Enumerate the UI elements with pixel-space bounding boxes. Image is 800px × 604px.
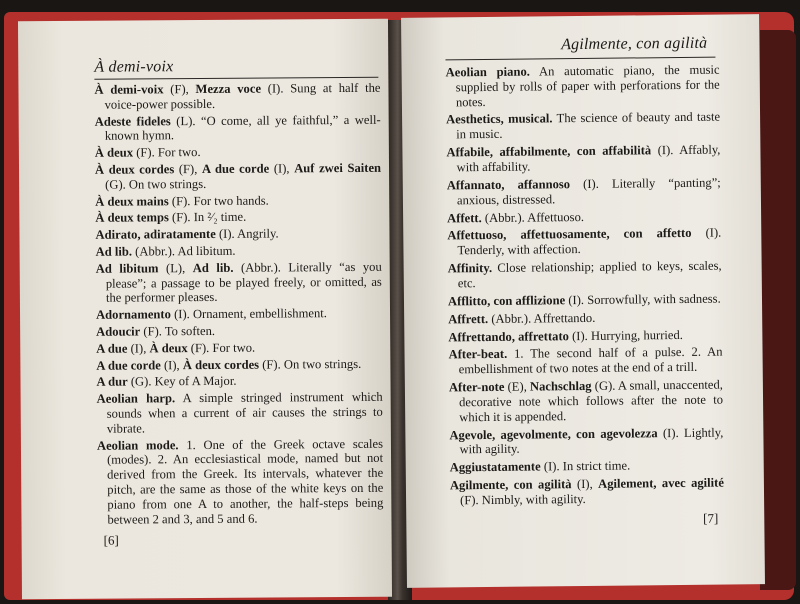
dictionary-entry xyxy=(95,226,381,243)
dictionary-entry xyxy=(97,390,383,436)
dictionary-entry xyxy=(449,425,723,457)
entry-headword: Aesthetics, musical. xyxy=(446,111,553,127)
entry-headword: A dur xyxy=(96,374,128,390)
left-entries xyxy=(94,81,383,529)
right-running-head: Agilmente, con agilità xyxy=(561,34,708,54)
dictionary-entry xyxy=(447,208,721,226)
entry-definition: 1. The second half of a pulse. 2. An embellishment of two notes at the end of a trill. xyxy=(458,345,723,377)
entry-definition: (I). Affably, with affability. xyxy=(456,142,721,175)
entry-headword: A due corde xyxy=(96,357,161,373)
entry-definition: (F). In ²⁄₂ time. xyxy=(168,210,247,225)
entry-definition: (I). Ornament, embellishment. xyxy=(170,306,327,322)
book-cover-edge xyxy=(760,30,796,590)
dictionary-entry xyxy=(448,291,722,309)
entry-definition: (L). “O come, all ye faithful,” a well-known hymn. xyxy=(104,112,381,144)
left-page-number: [6] xyxy=(103,532,119,548)
dictionary-entry xyxy=(97,436,384,527)
entry-definition: (I). Sorrowfully, with sadness. xyxy=(565,291,721,307)
entry-headword: À deux cordes xyxy=(94,162,175,177)
dictionary-entry xyxy=(96,323,382,340)
dictionary-entry xyxy=(446,110,720,142)
entry-definition: A simple stringed instrument which sounds when a current of air causes the strings to vibrate. xyxy=(106,389,383,436)
dictionary-entry xyxy=(447,175,721,207)
dictionary-entry xyxy=(94,81,380,113)
entry-definition: The science of beauty and taste in music. xyxy=(456,110,721,142)
right-entries xyxy=(446,63,725,512)
entry-definition: (I). Tenderly, with affection. xyxy=(457,225,722,258)
dictionary-entry xyxy=(96,356,382,373)
dictionary-entry xyxy=(96,340,382,357)
entry-headword: Adoucir xyxy=(96,324,141,339)
entry-headword: Aeolian harp. xyxy=(96,391,176,406)
dictionary-entry xyxy=(448,345,722,377)
right-page-number: [7] xyxy=(703,510,719,526)
entry-definition: (F), A due corde (I), Auf zwei Saiten (G). On two strings. xyxy=(105,160,382,192)
entry-headword: Adirato, adiratamente xyxy=(95,227,216,242)
dictionary-entry xyxy=(448,327,722,345)
entry-headword: À deux temps xyxy=(95,210,169,226)
dictionary-entry xyxy=(95,112,381,144)
entry-headword: Affettuoso, affettuosamente, con affetto xyxy=(447,226,692,243)
entry-definition: (I), Agilement, avec agilité (F). Nimbly, with agility. xyxy=(460,475,724,508)
dictionary-entry xyxy=(96,243,382,260)
entry-definition: (I), À deux cordes (F). On two strings. xyxy=(160,356,362,372)
dictionary-entry xyxy=(447,226,721,258)
entry-definition: (F). For two. xyxy=(132,145,201,160)
entry-definition: (I). Angrily. xyxy=(215,226,279,242)
entry-headword: Affannato, affannoso xyxy=(446,176,571,193)
entry-definition: 1. One of the Greek octave scales (modes). 2. An ecclesiastical mode, named but not derived from the Greek. Its intervals, whatever the pitch, are the same as those of the white keys on the piano from one A to another, the half-steps being between 2 and 3, and 5 and 6. xyxy=(107,436,384,527)
entry-definition: (F), Mezza voce (I). Sung at half the voice-power possible. xyxy=(104,80,381,112)
entry-definition: (I). In strict time. xyxy=(540,458,631,474)
entry-definition: An automatic piano, the music supplied by rolls of paper with perforations for the notes. xyxy=(455,62,720,109)
entry-headword: A due xyxy=(96,341,128,356)
dictionary-entry xyxy=(450,458,724,476)
dictionary-entry xyxy=(96,260,382,306)
dictionary-entry xyxy=(95,144,381,161)
dictionary-entry xyxy=(450,476,724,508)
entry-headword: Aggiustatamente xyxy=(449,459,541,475)
entry-definition: (Abbr.). Affettuoso. xyxy=(481,209,585,225)
entry-headword: Aeolian mode. xyxy=(96,437,179,453)
dictionary-entry xyxy=(95,161,381,193)
dictionary-entry xyxy=(96,306,382,323)
dictionary-entry xyxy=(448,309,722,327)
entry-definition: (I). Literally “panting”; anxious, distressed. xyxy=(456,175,721,207)
entry-headword: Affrett. xyxy=(448,311,489,327)
right-header-rule xyxy=(445,57,715,61)
entry-definition: (Abbr.). Affrettando. xyxy=(488,310,596,326)
entry-definition: (F). For two hands. xyxy=(168,193,269,208)
entry-headword: Ad lib. xyxy=(95,244,133,259)
entry-headword: À demi-voix xyxy=(94,82,164,97)
entry-headword: After-beat. xyxy=(448,347,508,362)
left-header-rule xyxy=(94,77,378,80)
entry-headword: Aeolian piano. xyxy=(445,64,530,80)
dictionary-entry xyxy=(95,209,381,226)
dictionary-entry xyxy=(446,63,720,110)
entry-definition: (G). Key of A Major. xyxy=(127,374,237,389)
entry-headword: Adeste fideles xyxy=(94,113,171,129)
entry-headword: Adornamento xyxy=(95,307,171,322)
dictionary-entry xyxy=(448,259,722,291)
entry-headword: Agevole, agevolmente, con agevolezza xyxy=(449,425,658,443)
entry-headword: After-note xyxy=(448,380,505,395)
left-running-head: À demi-voix xyxy=(94,58,174,76)
dictionary-entry xyxy=(449,378,723,425)
entry-headword: Agilmente, con agilità xyxy=(449,477,572,493)
entry-definition: (I). Hurrying, hurried. xyxy=(568,327,683,343)
entry-headword: Affabile, affabilmente, con affabilità xyxy=(446,143,652,160)
dictionary-entry xyxy=(95,192,381,209)
entry-definition: Close relationship; applied to keys, scales, etc. xyxy=(457,258,722,291)
dictionary-entry xyxy=(96,373,382,390)
entry-definition: (F). To soften. xyxy=(140,323,216,339)
dictionary-entry xyxy=(446,143,720,175)
entry-headword: Affett. xyxy=(447,210,482,225)
entry-headword: Ad libitum xyxy=(95,261,159,276)
entry-definition: (Abbr.). Ad libitum. xyxy=(131,243,236,259)
entry-definition: (I), À deux (F). For two. xyxy=(127,340,256,356)
entry-headword: Afflitto, con afflizione xyxy=(447,292,566,309)
entry-headword: Affinity. xyxy=(447,261,493,276)
entry-headword: À deux xyxy=(94,145,134,160)
entry-headword: Affrettando, affrettato xyxy=(448,328,569,345)
entry-definition: (E), Nachschlag (G). A small, unaccented, decorative note which follows after the note to which it is appended. xyxy=(458,377,724,425)
right-page xyxy=(401,14,765,588)
left-page xyxy=(18,19,392,600)
entry-definition: (L), Ad lib. (Abbr.). Literally “as you please”; a passage to be played freely, or omitted, as the performer pleases. xyxy=(105,259,382,306)
entry-definition: (I). Lightly, with agility. xyxy=(459,425,724,457)
entry-headword: À deux mains xyxy=(95,193,169,209)
